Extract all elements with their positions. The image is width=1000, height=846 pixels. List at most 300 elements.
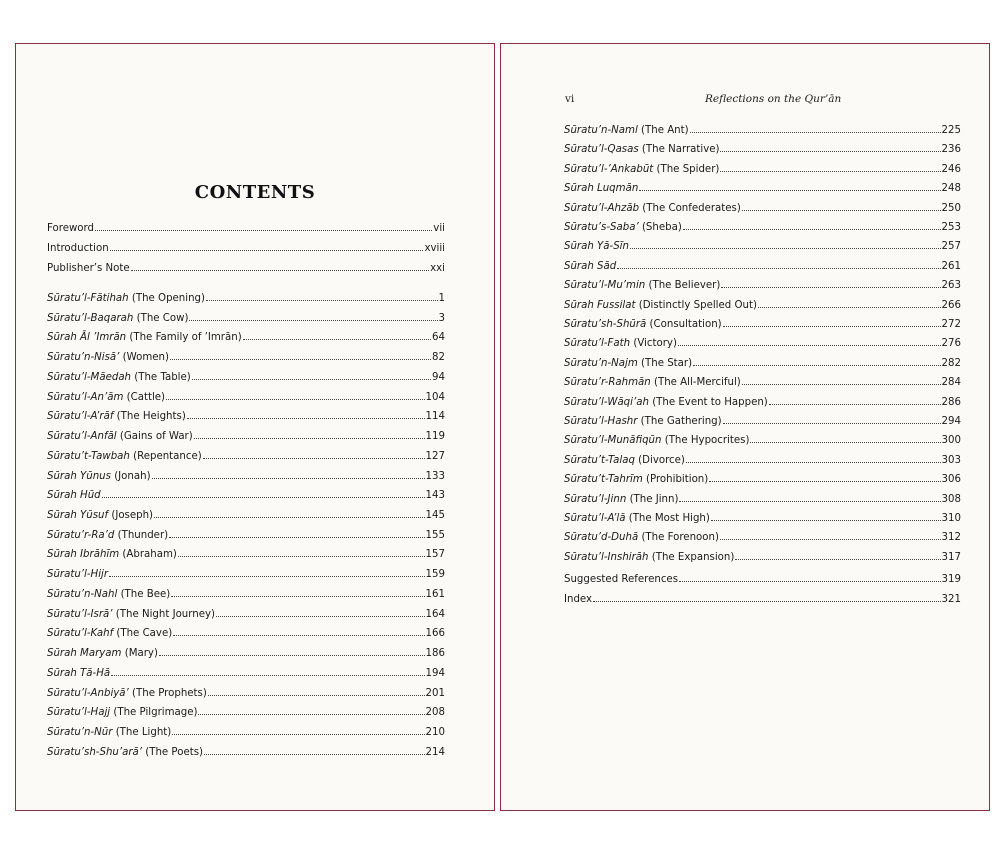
toc-page-number: 64: [432, 332, 445, 344]
surah-translation: (Repentance): [133, 450, 202, 462]
toc-entry: [47, 450, 445, 463]
toc-entry: [47, 331, 445, 344]
toc-entry: [47, 548, 445, 561]
toc-entry: [47, 391, 445, 404]
toc-entry: [47, 608, 445, 621]
surah-translation: (The Heights): [116, 411, 186, 423]
toc-entry: [564, 396, 961, 409]
toc-page-number: 282: [941, 357, 961, 369]
surah-name: Sūratu’l-Hajj: [47, 707, 111, 719]
leader-dots: [111, 674, 424, 676]
toc-page-number: 127: [425, 450, 445, 462]
toc-entry-title: [564, 337, 677, 350]
page-number: vi: [565, 93, 575, 105]
toc-entry: [47, 351, 445, 364]
toc-page-number: 306: [941, 474, 961, 486]
toc-page-number: xxi: [430, 262, 445, 274]
surah-name: Sūrah Yūnus: [47, 470, 111, 482]
surah-translation: (The Event to Happen): [652, 396, 768, 408]
leader-dots: [720, 538, 941, 540]
leader-dots: [166, 398, 425, 400]
leader-dots: [721, 286, 940, 288]
toc-entry-title: [564, 551, 734, 564]
leader-dots: [693, 364, 940, 366]
surah-translation: (Divorce): [638, 454, 685, 466]
toc-page-number: 276: [941, 338, 961, 350]
toc-page-number: 308: [941, 493, 961, 505]
toc-page-number: 119: [425, 431, 445, 443]
toc-entry-title: [47, 746, 203, 759]
surah-name: Sūrah Hūd: [47, 490, 101, 502]
toc-page-number: 3: [438, 312, 445, 324]
surah-translation: (The Expansion): [651, 551, 735, 563]
surah-name: Sūratu’l-Wāqi’ah: [564, 396, 649, 408]
toc-entry-title: [564, 376, 741, 389]
toc-entry: [564, 221, 961, 234]
toc-entry-title: [47, 450, 202, 463]
toc-page-number: 210: [425, 727, 445, 739]
surah-translation: (Cattle): [126, 391, 166, 403]
toc-entry-title: [564, 454, 685, 467]
toc-entry: [564, 163, 961, 176]
toc-entry-title: [47, 262, 130, 275]
surah-translation: (Sheba): [641, 222, 682, 233]
surah-name: Sūratu’n-Nahl: [47, 588, 118, 600]
toc-entry-title: [47, 430, 193, 443]
toc-entry: [564, 415, 961, 428]
toc-page-number: 164: [425, 608, 445, 620]
surah-name: Sūrah Fussilat: [564, 299, 636, 311]
toc-entry: [564, 337, 961, 350]
toc-entry-title: [47, 351, 169, 364]
toc-entry: [564, 512, 961, 525]
toc-page-number: vii: [433, 223, 445, 234]
leader-dots: [173, 634, 424, 636]
toc-page-number: 161: [425, 588, 445, 600]
surah-name: Sūratu’n-Najm: [564, 357, 638, 369]
toc-entry: [47, 746, 445, 759]
leader-dots: [679, 500, 940, 502]
toc-page-number: 166: [425, 628, 445, 640]
toc-page-number: 143: [425, 490, 445, 502]
leader-dots: [171, 595, 424, 597]
toc-page-number: 94: [432, 371, 445, 383]
toc-page-number: 208: [425, 707, 445, 719]
leader-dots: [178, 555, 425, 557]
toc-page-number: 246: [941, 163, 961, 175]
surah-name: Sūratu’n-Nisā’: [47, 352, 120, 364]
surah-name: Sūratu’l-Munāfiqūn: [564, 435, 662, 447]
surah-name: Sūratu’t-Talaq: [564, 454, 635, 466]
toc-entry: [47, 262, 445, 275]
surah-translation: (The Table): [134, 371, 191, 383]
toc-page-number: 194: [425, 667, 445, 679]
leader-dots: [723, 325, 941, 327]
toc-entry: [564, 182, 961, 195]
toc-entry-title: [47, 331, 242, 344]
leader-dots: [206, 299, 438, 301]
surah-translation: (Thunder): [117, 529, 169, 541]
leader-dots: [208, 694, 425, 696]
toc-entry: [564, 240, 961, 253]
toc-page-number: 317: [941, 551, 961, 563]
leader-dots: [617, 267, 940, 269]
surah-name: Publisher’s Note: [47, 262, 130, 274]
toc-page-number: 257: [941, 241, 961, 253]
toc-entry-title: [47, 489, 101, 502]
toc-entry: [564, 434, 961, 447]
toc-entry-title: [47, 687, 207, 700]
toc-page-number: 236: [941, 144, 961, 156]
surah-name: Sūratu’r-Ra’d: [47, 529, 115, 541]
toc-page-number: 159: [425, 569, 445, 581]
leader-dots: [720, 170, 940, 172]
surah-translation: (The Light): [115, 727, 172, 739]
surah-name: Sūratu’t-Tawbah: [47, 450, 130, 462]
surah-name: Sūratu’l-Ahzāb: [564, 202, 640, 214]
toc-entry-title: [564, 357, 692, 370]
leader-dots: [192, 378, 431, 380]
toc-entry: [564, 573, 961, 586]
surah-name: Sūratu’t-Tahrīm: [564, 474, 643, 486]
leader-dots: [204, 753, 425, 755]
toc-entry: [47, 312, 445, 325]
toc-entry: [47, 667, 445, 680]
toc-page-number: 263: [941, 280, 961, 292]
leader-dots: [172, 733, 424, 735]
toc-entry-title: [564, 493, 678, 506]
surah-name: Sūratu’l-’Ankabūt: [564, 163, 654, 175]
toc-entry-title: [47, 706, 197, 719]
leader-dots: [720, 150, 940, 152]
leader-dots: [110, 249, 424, 251]
toc-entry-title: [564, 593, 592, 606]
toc-entry-title: [47, 667, 110, 680]
leader-dots: [742, 209, 941, 211]
toc-entry-title: [564, 124, 689, 137]
toc-entry-title: [47, 726, 171, 739]
toc-page-number: 157: [425, 549, 445, 561]
toc-page-number: 186: [425, 648, 445, 660]
toc-page-number: 133: [425, 470, 445, 482]
toc-page-number: 253: [941, 222, 961, 233]
toc-page-number: 261: [941, 260, 961, 272]
surah-name: Sūrah Āl ’Imrān: [47, 332, 127, 344]
surah-translation: (Mary): [124, 648, 158, 660]
toc-entry: [564, 376, 961, 389]
contents-heading: CONTENTS: [194, 182, 316, 203]
toc-entry-title: [47, 312, 188, 325]
surah-translation: (The Opening): [131, 293, 205, 304]
toc-page-number: 155: [425, 529, 445, 541]
surah-name: Sūratu’l-Hijr: [47, 569, 109, 581]
toc-entry: [47, 568, 445, 581]
surah-name: Sūratu’sh-Shu’arā’: [47, 746, 143, 758]
leader-dots: [189, 319, 437, 321]
toc-page-number: 284: [941, 377, 961, 389]
book-title: Reflections on the Qur’ān: [705, 93, 842, 105]
surah-name: Sūrah Maryam: [47, 648, 122, 660]
toc-entry: [47, 647, 445, 660]
leader-dots: [152, 477, 425, 479]
surah-name: Sūratu’l-Baqarah: [47, 312, 134, 324]
toc-entry: [564, 299, 961, 312]
surah-name: Sūratu’l-Qasas: [564, 144, 639, 156]
toc-entry: [564, 279, 961, 292]
toc-entry: [47, 726, 445, 739]
toc-entry-title: [47, 410, 186, 423]
surah-name: Sūratu’l-A’lā: [564, 513, 626, 524]
surah-translation: (Consultation): [649, 319, 722, 330]
toc-entry: [564, 318, 961, 331]
surah-name: Index: [564, 593, 593, 605]
leader-dots: [686, 461, 941, 463]
toc-page-number: 225: [941, 125, 961, 136]
surah-name: Foreword: [47, 223, 95, 234]
toc-entry: [47, 489, 445, 502]
toc-entry: [564, 531, 961, 544]
toc-page-number: xviii: [424, 242, 445, 254]
toc-entry-title: [47, 391, 165, 404]
toc-page-number: 1: [438, 293, 445, 304]
surah-name: Sūratu’d-Duhā: [564, 532, 639, 544]
surah-name: Sūratu’n-Naml: [564, 125, 638, 136]
surah-translation: (The All-Merciful): [654, 377, 741, 389]
leader-dots: [683, 228, 941, 230]
leader-dots: [593, 600, 941, 602]
toc-entry-title: [47, 627, 172, 640]
surah-translation: (Women): [122, 352, 169, 364]
toc-page-number: 250: [941, 202, 961, 214]
surah-name: Sūrah Yā-Sīn: [564, 241, 629, 253]
leader-dots: [170, 358, 431, 360]
surah-translation: (Joseph): [111, 510, 154, 522]
surah-name: Sūratu’l-Jinn: [564, 493, 627, 505]
toc-entry-title: [564, 163, 719, 176]
toc-entry-title: [564, 415, 722, 428]
leader-dots: [679, 580, 941, 582]
toc-entry: [47, 627, 445, 640]
surah-translation: (Distinctly Spelled Out): [638, 299, 757, 311]
leader-dots: [131, 269, 429, 271]
toc-entry: [564, 454, 961, 467]
leader-dots: [109, 575, 424, 577]
surah-name: Suggested References: [564, 574, 679, 585]
toc-entry: [47, 588, 445, 601]
toc-page-number: 201: [425, 687, 445, 699]
toc-entry: [564, 357, 961, 370]
surah-name: Sūratu’l-Hashr: [564, 416, 638, 427]
toc-entry-title: [47, 647, 158, 660]
surah-translation: (The Jinn): [629, 493, 679, 505]
toc-entry-title: [564, 512, 710, 525]
leader-dots: [95, 229, 432, 231]
surah-translation: (The Gathering): [640, 416, 722, 427]
right-page: [500, 43, 990, 811]
leader-dots: [769, 403, 941, 405]
toc-entry-title: [564, 202, 741, 215]
surah-name: Sūrah Ibrāhīm: [47, 549, 120, 561]
surah-translation: (The Cave): [116, 628, 173, 640]
leader-dots: [750, 441, 940, 443]
surah-translation: (The Cow): [136, 312, 189, 324]
toc-entry-title: [564, 240, 629, 253]
toc-entry: [564, 124, 961, 137]
toc-page-number: 294: [941, 416, 961, 427]
surah-translation: (Abraham): [122, 549, 177, 561]
surah-name: Sūratu’l-Isrā’: [47, 608, 113, 620]
leader-dots: [187, 417, 425, 419]
toc-entry: [564, 143, 961, 156]
surah-translation: (The Most High): [628, 513, 710, 524]
leader-dots: [169, 536, 424, 538]
surah-translation: (Gains of War): [119, 431, 193, 443]
surah-translation: (The Narrative): [641, 144, 720, 156]
surah-translation: (The Believer): [648, 280, 721, 292]
toc-entry: [47, 529, 445, 542]
toc-page-number: 321: [941, 593, 961, 605]
toc-entry-title: [564, 573, 678, 586]
toc-entry-title: [47, 371, 191, 384]
surah-name: Sūratu’l-Kahf: [47, 628, 114, 640]
toc-page-number: 310: [941, 513, 961, 524]
leader-dots: [690, 131, 941, 133]
toc-entry-title: [564, 143, 719, 156]
toc-entry-title: [564, 434, 749, 447]
surah-translation: (The Forenoon): [641, 532, 719, 544]
leader-dots: [758, 306, 941, 308]
surah-name: Sūratu’l-Māedah: [47, 371, 132, 383]
surah-name: Sūratu’l-An’ām: [47, 391, 124, 403]
toc-entry-title: [564, 279, 720, 292]
leader-dots: [154, 516, 425, 518]
surah-translation: (Victory): [633, 338, 677, 350]
surah-translation: (The Pilgrimage): [113, 707, 198, 719]
surah-name: Sūratu’l-Mu’min: [564, 280, 646, 292]
surah-name: Sūratu’l-Inshirāh: [564, 551, 649, 563]
toc-entry-title: [564, 318, 722, 331]
toc-entry-title: [47, 529, 168, 542]
toc-entry-title: [47, 292, 205, 305]
toc-page-number: 248: [941, 183, 961, 195]
toc-entry-title: [564, 299, 757, 312]
surah-name: Sūratu’l-A’rāf: [47, 411, 114, 423]
surah-name: Sūratu’sh-Shūrā: [564, 319, 647, 330]
toc-page-number: 114: [425, 411, 445, 423]
toc-page-number: 286: [941, 396, 961, 408]
toc-entry-title: [564, 396, 768, 409]
toc-page-number: 145: [425, 510, 445, 522]
toc-entry: [47, 706, 445, 719]
toc-page-number: 300: [941, 435, 961, 447]
leader-dots: [243, 338, 431, 340]
leader-dots: [639, 189, 940, 191]
leader-dots: [735, 558, 940, 560]
toc-entry-title: [564, 260, 616, 273]
toc-entry-title: [564, 221, 682, 234]
surah-translation: (The Poets): [145, 746, 203, 758]
leader-dots: [159, 654, 425, 656]
toc-entry-title: [47, 568, 108, 581]
toc-entry: [47, 292, 445, 305]
leader-dots: [709, 480, 940, 482]
toc-entry: [47, 430, 445, 443]
leader-dots: [203, 457, 425, 459]
surah-name: Sūratu’r-Rahmān: [564, 377, 651, 389]
toc-entry: [564, 202, 961, 215]
surah-name: Sūrah Yūsuf: [47, 510, 109, 522]
toc-entry-title: [47, 509, 153, 522]
surah-translation: (The Spider): [656, 163, 720, 175]
leader-dots: [711, 519, 941, 521]
toc-entry-title: [47, 548, 177, 561]
toc-entry-title: [47, 222, 94, 235]
surah-translation: (The Night Journey): [115, 608, 215, 620]
toc-entry-title: [47, 608, 215, 621]
leader-dots: [678, 344, 941, 346]
surah-translation: (The Prophets): [132, 687, 207, 699]
toc-entry: [47, 687, 445, 700]
toc-entry: [47, 470, 445, 483]
surah-name: Introduction: [47, 242, 109, 254]
toc-entry: [564, 593, 961, 606]
surah-translation: (The Bee): [120, 588, 171, 600]
toc-page-number: 266: [941, 299, 961, 311]
leader-dots: [194, 437, 425, 439]
surah-name: Sūratu’l-Anfāl: [47, 431, 117, 443]
toc-entry-title: [47, 588, 170, 601]
surah-name: Sūrah Luqmān: [564, 183, 639, 195]
toc-entry-title: [47, 242, 109, 255]
surah-translation: (The Family of ’Imrān): [129, 332, 242, 344]
surah-name: Sūrah Tā-Hā: [47, 667, 111, 679]
toc-entry: [564, 260, 961, 273]
toc-entry: [47, 222, 445, 235]
left-page: [15, 43, 495, 811]
leader-dots: [216, 615, 425, 617]
leader-dots: [630, 247, 941, 249]
surah-name: Sūratu’l-Anbiyā’: [47, 687, 129, 699]
toc-entry: [564, 473, 961, 486]
toc-page-number: 214: [425, 746, 445, 758]
toc-page-number: 272: [941, 319, 961, 330]
surah-name: Sūratu’l-Fātihah: [47, 293, 129, 304]
toc-entry: [47, 509, 445, 522]
toc-entry-title: [564, 473, 708, 486]
toc-entry-title: [564, 182, 638, 195]
surah-translation: (The Ant): [641, 125, 689, 136]
surah-name: Sūratu’l-Fath: [564, 338, 631, 350]
toc-entry: [564, 493, 961, 506]
toc-page-number: 319: [941, 574, 961, 585]
surah-translation: (The Confederates): [642, 202, 741, 214]
toc-page-number: 104: [425, 391, 445, 403]
surah-name: Sūratu’n-Nūr: [47, 727, 113, 739]
toc-entry: [47, 410, 445, 423]
leader-dots: [198, 713, 424, 715]
surah-translation: (The Star): [641, 357, 693, 369]
surah-name: Sūratu’s-Saba’: [564, 222, 639, 233]
toc-entry: [564, 551, 961, 564]
leader-dots: [742, 383, 941, 385]
toc-entry-title: [47, 470, 151, 483]
leader-dots: [723, 422, 941, 424]
surah-translation: (Prohibition): [646, 474, 709, 486]
toc-entry-title: [564, 531, 719, 544]
surah-translation: (The Hypocrites): [664, 435, 750, 447]
surah-translation: (Jonah): [114, 470, 151, 482]
toc-entry: [47, 371, 445, 384]
